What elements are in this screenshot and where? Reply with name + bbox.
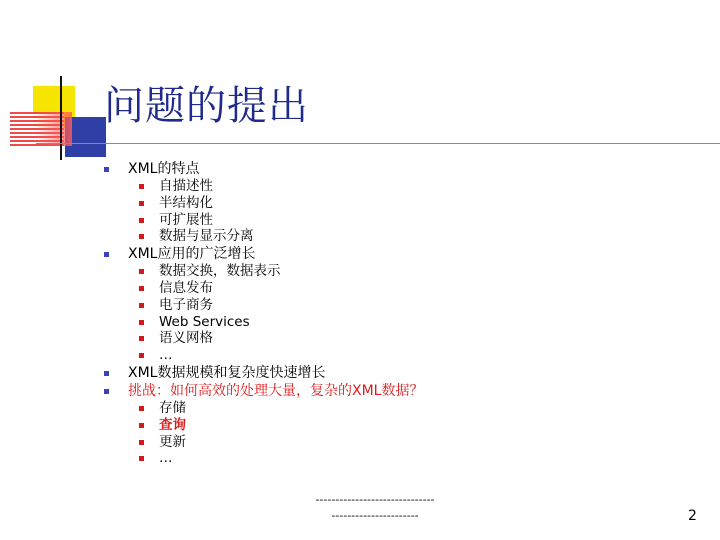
sub-bullet-text: 自描述性	[159, 178, 213, 194]
sub-bullet-square-icon	[139, 286, 144, 291]
sub-bullet-square-icon	[139, 336, 144, 341]
sub-bullet-text: 语义网格	[159, 330, 213, 347]
sub-bullet-item	[104, 314, 664, 331]
sub-bullet-item	[104, 417, 664, 434]
sub-bullet-text: …	[159, 450, 173, 467]
bullet-item	[104, 161, 664, 178]
sub-bullet-item	[104, 178, 664, 195]
sub-bullet-item	[104, 347, 664, 364]
sub-bullet-item	[104, 195, 664, 212]
sub-bullet-square-icon	[139, 320, 144, 325]
slide-content	[104, 160, 664, 467]
bullet-item	[104, 365, 664, 382]
sub-bullet-square-icon	[139, 440, 144, 445]
bullet-square-icon	[104, 167, 109, 172]
bullet-item	[104, 383, 664, 400]
sub-bullet-square-icon	[139, 184, 144, 189]
sub-bullet-text: 信息发布	[159, 279, 213, 296]
page-title: 问题的提出	[104, 83, 309, 129]
sub-bullet-square-icon	[139, 303, 144, 308]
footer-dashes	[290, 492, 460, 524]
bullet-square-icon	[104, 389, 109, 394]
sub-bullet-square-icon	[139, 269, 144, 274]
sub-bullet-text: 可扩展性	[159, 211, 213, 228]
title-divider	[36, 143, 720, 144]
sub-bullet-square-icon	[139, 201, 144, 206]
sub-bullet-square-icon	[139, 423, 144, 428]
sub-bullet-text: 半结构化	[159, 194, 213, 211]
footer-dash-line: ------------------------------	[315, 493, 435, 506]
decorative-red-gradient	[36, 112, 72, 146]
sub-bullet-item	[104, 400, 664, 417]
challenge-text: 挑战：如何高效的处理大量，复杂的XML数据？	[128, 382, 424, 399]
decorative-vertical-line	[60, 76, 62, 160]
bullet-square-icon	[104, 252, 109, 257]
sub-bullet-text: …	[159, 347, 173, 364]
sub-bullet-item	[104, 450, 664, 467]
sub-bullet-item	[104, 297, 664, 314]
sub-bullet-item	[104, 434, 664, 451]
bullet-item	[104, 246, 664, 263]
sub-bullet-text: 数据交换，数据表示	[159, 263, 281, 280]
sub-bullet-text: 更新	[159, 433, 186, 450]
sub-bullet-text: 数据与显示分离	[159, 228, 254, 245]
sub-bullet-item	[104, 263, 664, 280]
bullet-text: XML的特点	[128, 161, 200, 177]
sub-bullet-text: 存储	[159, 399, 186, 416]
sub-bullet-square-icon	[139, 234, 144, 239]
sub-bullet-square-icon	[139, 456, 144, 461]
sub-bullet-square-icon	[139, 218, 144, 223]
bullet-text: XML应用的广泛增长	[128, 246, 256, 263]
sub-bullet-item	[104, 228, 664, 245]
sub-bullet-square-icon	[139, 406, 144, 411]
sub-bullet-text: 电子商务	[159, 296, 213, 313]
footer-dash-line: ----------------------	[331, 509, 419, 522]
sub-bullet-square-icon	[139, 353, 144, 358]
bullet-square-icon	[104, 371, 109, 376]
sub-bullet-item	[104, 280, 664, 297]
bullet-text: XML数据规模和复杂度快速增长	[128, 364, 326, 381]
sub-bullet-text: Web Services	[159, 313, 250, 330]
sub-bullet-item	[104, 212, 664, 229]
sub-bullet-item	[104, 330, 664, 347]
sub-bullet-text-highlighted: 查询	[159, 416, 186, 433]
page-number: 2	[688, 508, 697, 524]
